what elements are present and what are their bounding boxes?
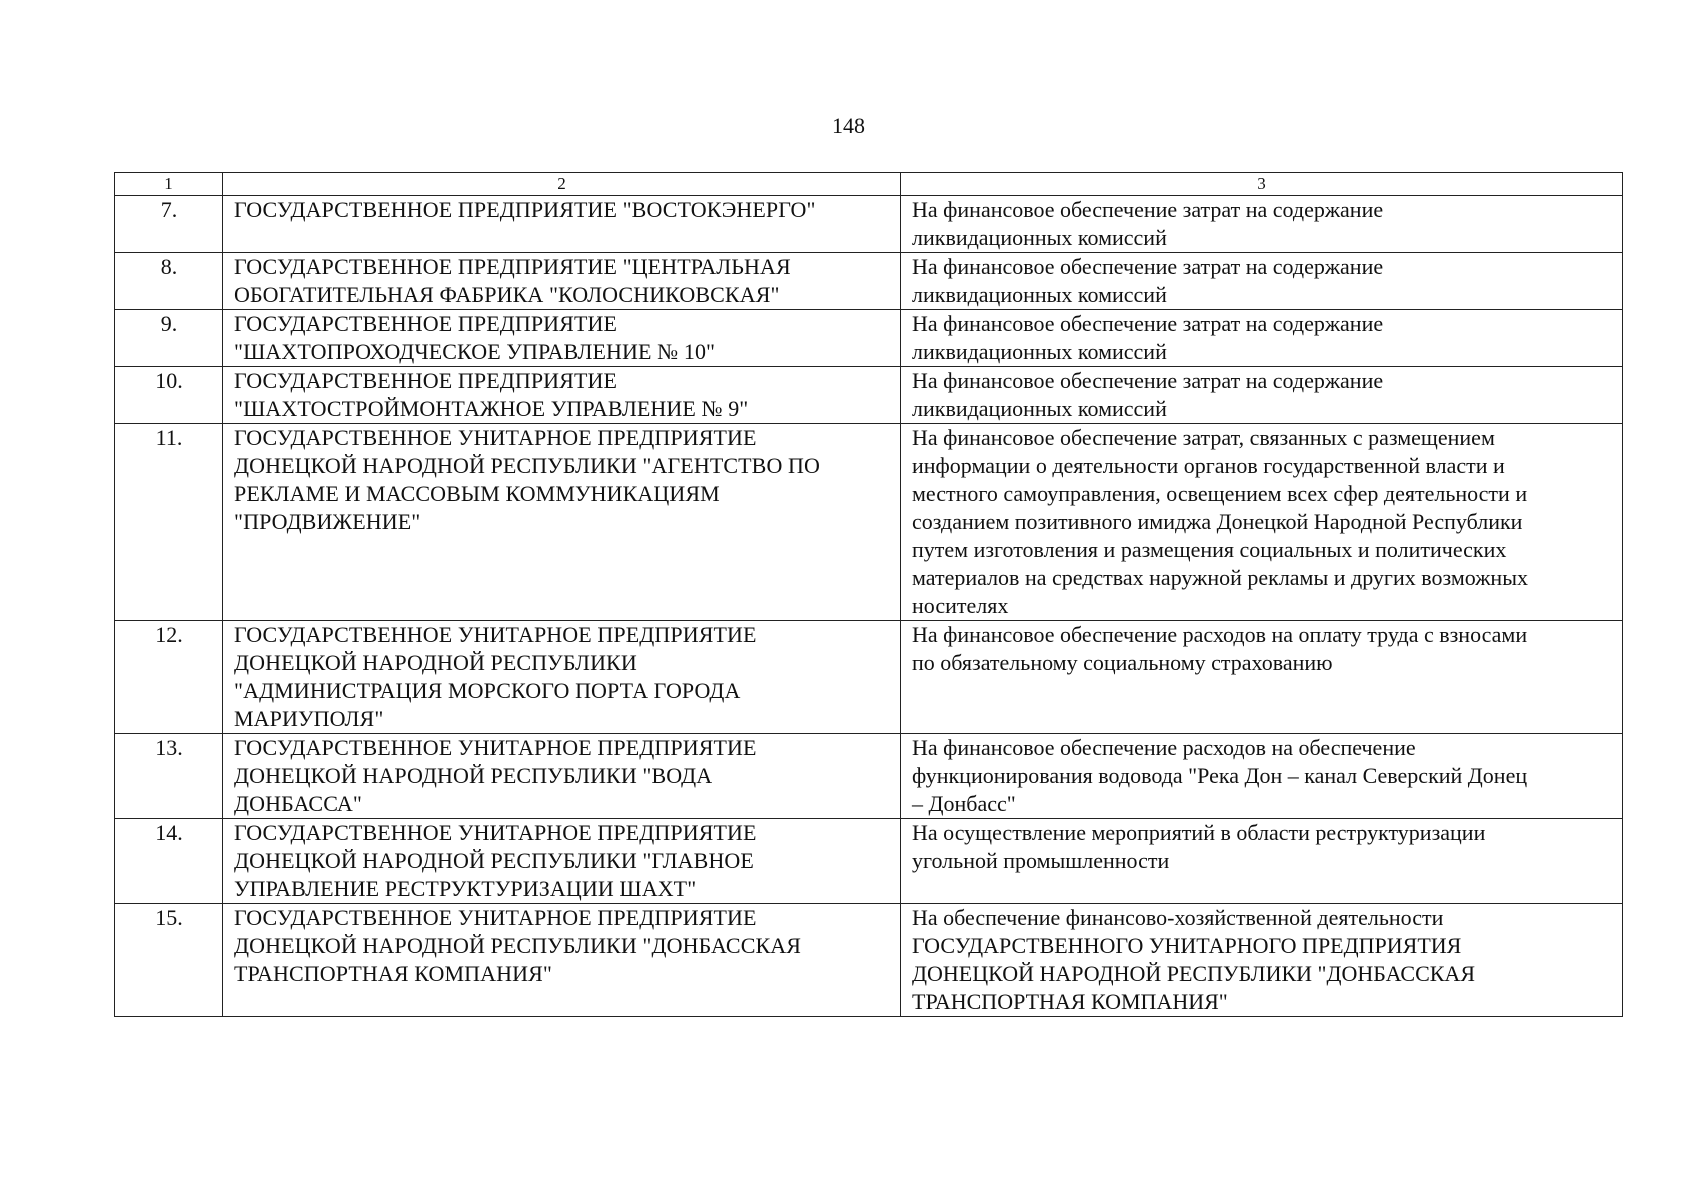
- enterprise-table: [114, 172, 1623, 1017]
- organization-name: ГОСУДАРСТВЕННОЕ УНИТАРНОЕ ПРЕДПРИЯТИЕ ДОНЕЦКОЙ НАРОДНОЙ РЕСПУБЛИКИ "АГЕНТСТВО ПО РЕКЛАМЕ И МАССОВЫМ КОММУНИКАЦИЯМ "ПРОДВИЖЕНИЕ": [234, 425, 821, 534]
- funding-purpose: На финансовое обеспечение затрат на содержание ликвидационных комиссий: [912, 254, 1384, 307]
- organization-name: ГОСУДАРСТВЕННОЕ ПРЕДПРИЯТИЕ "ШАХТОСТРОЙМОНТАЖНОЕ УПРАВЛЕНИЕ № 9": [234, 368, 749, 421]
- table-row: [115, 819, 1623, 904]
- page-number: 148: [832, 113, 865, 138]
- table-header-row: [115, 173, 1623, 196]
- funding-purpose: На осуществление мероприятий в области реструктуризации угольной промышленности: [912, 820, 1486, 873]
- table-row: [115, 621, 1623, 734]
- funding-purpose: На финансовое обеспечение затрат на содержание ликвидационных комиссий: [912, 311, 1384, 364]
- table-row: [115, 253, 1623, 310]
- funding-purpose: На финансовое обеспечение затрат, связанных с размещением информации о деятельности органов государственной власти и местного самоуправления, освещением всех сфер деятельности и созданием позитивного имиджа Донецкой Народной Республики путем изготовления и размещения социальных и политических материалов на средствах наружной рекламы и других возможных носителях: [912, 425, 1528, 618]
- organization-name: ГОСУДАРСТВЕННОЕ УНИТАРНОЕ ПРЕДПРИЯТИЕ ДОНЕЦКОЙ НАРОДНОЙ РЕСПУБЛИКИ "АДМИНИСТРАЦИЯ МОРСКОГО ПОРТА ГОРОДА МАРИУПОЛЯ": [234, 622, 757, 731]
- organization-name: ГОСУДАРСТВЕННОЕ ПРЕДПРИЯТИЕ "ВОСТОКЭНЕРГО": [234, 197, 816, 222]
- funding-purpose: На финансовое обеспечение затрат на содержание ликвидационных комиссий: [912, 368, 1384, 421]
- organization-name: ГОСУДАРСТВЕННОЕ УНИТАРНОЕ ПРЕДПРИЯТИЕ ДОНЕЦКОЙ НАРОДНОЙ РЕСПУБЛИКИ "ГЛАВНОЕ УПРАВЛЕНИЕ РЕСТРУКТУРИЗАЦИИ ШАХТ": [234, 820, 757, 901]
- header-col-1: 1: [115, 173, 223, 196]
- organization-name: ГОСУДАРСТВЕННОЕ УНИТАРНОЕ ПРЕДПРИЯТИЕ ДОНЕЦКОЙ НАРОДНОЙ РЕСПУБЛИКИ "ВОДА ДОНБАССА": [234, 735, 757, 816]
- organization-name: ГОСУДАРСТВЕННОЕ ПРЕДПРИЯТИЕ "ШАХТОПРОХОДЧЕСКОЕ УПРАВЛЕНИЕ № 10": [234, 311, 716, 364]
- row-number: 8.: [115, 253, 223, 310]
- row-number: 14.: [115, 819, 223, 904]
- row-number: 13.: [115, 734, 223, 819]
- row-number: 9.: [115, 310, 223, 367]
- organization-name: ГОСУДАРСТВЕННОЕ УНИТАРНОЕ ПРЕДПРИЯТИЕ ДОНЕЦКОЙ НАРОДНОЙ РЕСПУБЛИКИ "ДОНБАССКАЯ ТРАНСПОРТНАЯ КОМПАНИЯ": [234, 905, 801, 986]
- table-row: [115, 367, 1623, 424]
- funding-purpose: На финансовое обеспечение расходов на обеспечение функционирования водовода "Река Дон – канал Северский Донец – Донбасс": [912, 735, 1528, 816]
- table-row: [115, 734, 1623, 819]
- row-number: 10.: [115, 367, 223, 424]
- row-number: 11.: [115, 424, 223, 621]
- row-number: 15.: [115, 904, 223, 1017]
- table-row: [115, 424, 1623, 621]
- organization-name: ГОСУДАРСТВЕННОЕ ПРЕДПРИЯТИЕ "ЦЕНТРАЛЬНАЯ ОБОГАТИТЕЛЬНАЯ ФАБРИКА "КОЛОСНИКОВСКАЯ": [234, 254, 791, 307]
- header-col-2: 2: [223, 173, 901, 196]
- row-number: 7.: [115, 196, 223, 253]
- funding-purpose: На финансовое обеспечение затрат на содержание ликвидационных комиссий: [912, 197, 1384, 250]
- funding-purpose: На финансовое обеспечение расходов на оплату труда с взносами по обязательному социальному страхованию: [912, 622, 1528, 675]
- table-row: [115, 196, 1623, 253]
- table-row: [115, 904, 1623, 1017]
- funding-purpose: На обеспечение финансово-хозяйственной деятельности ГОСУДАРСТВЕННОГО УНИТАРНОГО ПРЕДПРИЯТИЯ ДОНЕЦКОЙ НАРОДНОЙ РЕСПУБЛИКИ "ДОНБАССКАЯ ТРАНСПОРТНАЯ КОМПАНИЯ": [912, 905, 1475, 1014]
- row-number: 12.: [115, 621, 223, 734]
- header-col-3: 3: [901, 173, 1623, 196]
- table-row: [115, 310, 1623, 367]
